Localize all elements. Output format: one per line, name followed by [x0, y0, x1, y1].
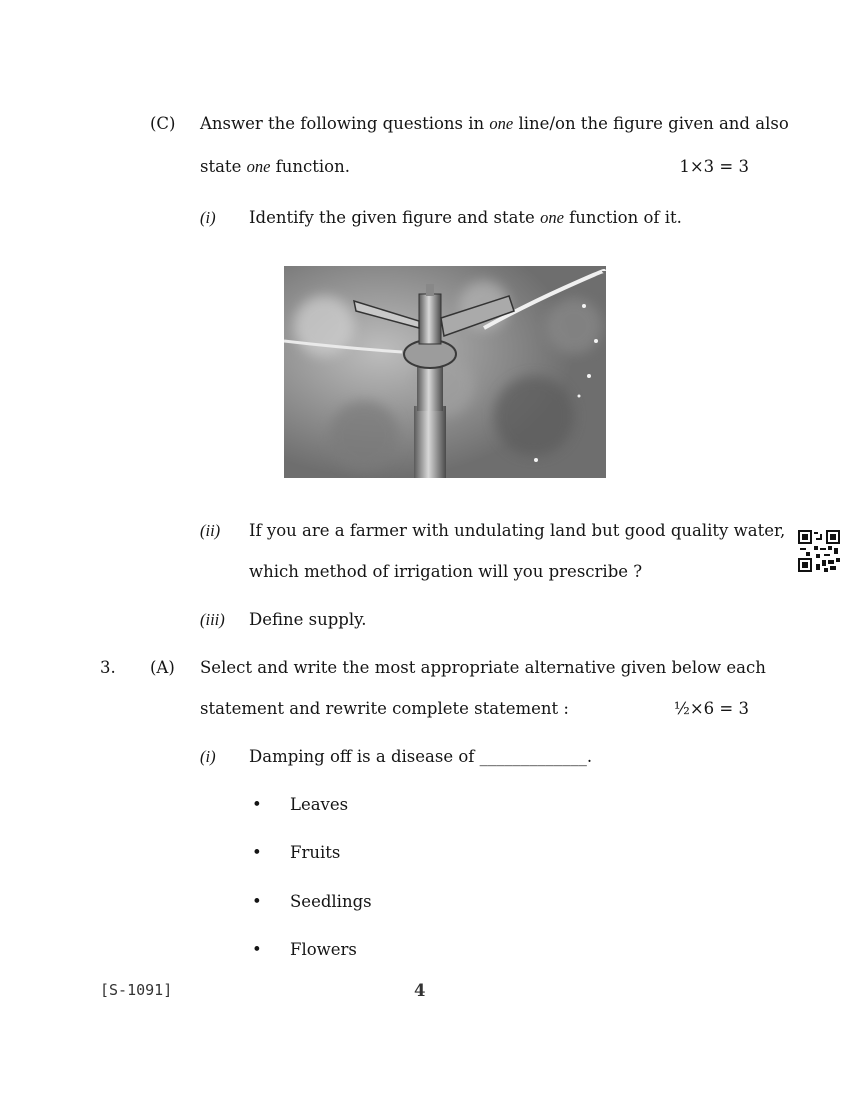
- text: state: [200, 157, 242, 176]
- bullet-icon: •: [252, 843, 262, 862]
- question-text: [249, 747, 592, 766]
- bullet-icon: •: [252, 940, 262, 959]
- option-item: Flowers: [290, 940, 357, 959]
- paper-code: [S-1091]: [100, 981, 173, 999]
- bullet-icon: •: [252, 892, 262, 911]
- text: function of it.: [569, 208, 682, 227]
- question-text: Define supply.: [249, 610, 367, 629]
- section-c-line1: [200, 114, 789, 134]
- question-number: (i): [200, 747, 216, 766]
- question-3-number: 3.: [100, 658, 116, 677]
- question-number: (i): [200, 208, 216, 227]
- blank-line: _____________.: [479, 747, 593, 766]
- section-c-label: (C): [150, 114, 176, 133]
- question-3-label: (A): [150, 658, 175, 677]
- emphasis: one: [489, 114, 514, 133]
- question-text-line2: which method of irrigation will you prescribe ?: [249, 562, 643, 581]
- section-c-marks: 1×3 = 3: [679, 157, 749, 176]
- question-3-line1: Select and write the most appropriate alternative given below each: [200, 658, 766, 677]
- page-number: 4: [414, 981, 426, 1000]
- question-3-marks: ½×6 = 3: [673, 699, 749, 718]
- emphasis: one: [540, 208, 564, 227]
- sprinkler-photo: [284, 266, 606, 478]
- qr-code-icon: [798, 530, 840, 572]
- section-c-line2: [200, 157, 350, 177]
- bullet-icon: •: [252, 795, 262, 814]
- question-number: (iii): [200, 610, 225, 629]
- option-item: Seedlings: [290, 892, 372, 911]
- question-number: (ii): [200, 521, 221, 540]
- option-item: Leaves: [290, 795, 349, 814]
- text: Answer the following questions in: [200, 114, 485, 133]
- question-text: [249, 208, 682, 228]
- text: line/on the figure given and also: [518, 114, 789, 133]
- text: Identify the given figure and state: [249, 208, 535, 227]
- option-item: Fruits: [290, 843, 341, 862]
- emphasis: one: [246, 157, 271, 176]
- text: Damping off is a disease of: [249, 747, 475, 766]
- question-3-line2: statement and rewrite complete statement :: [200, 699, 569, 718]
- text: function.: [275, 157, 350, 176]
- question-text-line1: If you are a farmer with undulating land but good quality water,: [249, 521, 786, 540]
